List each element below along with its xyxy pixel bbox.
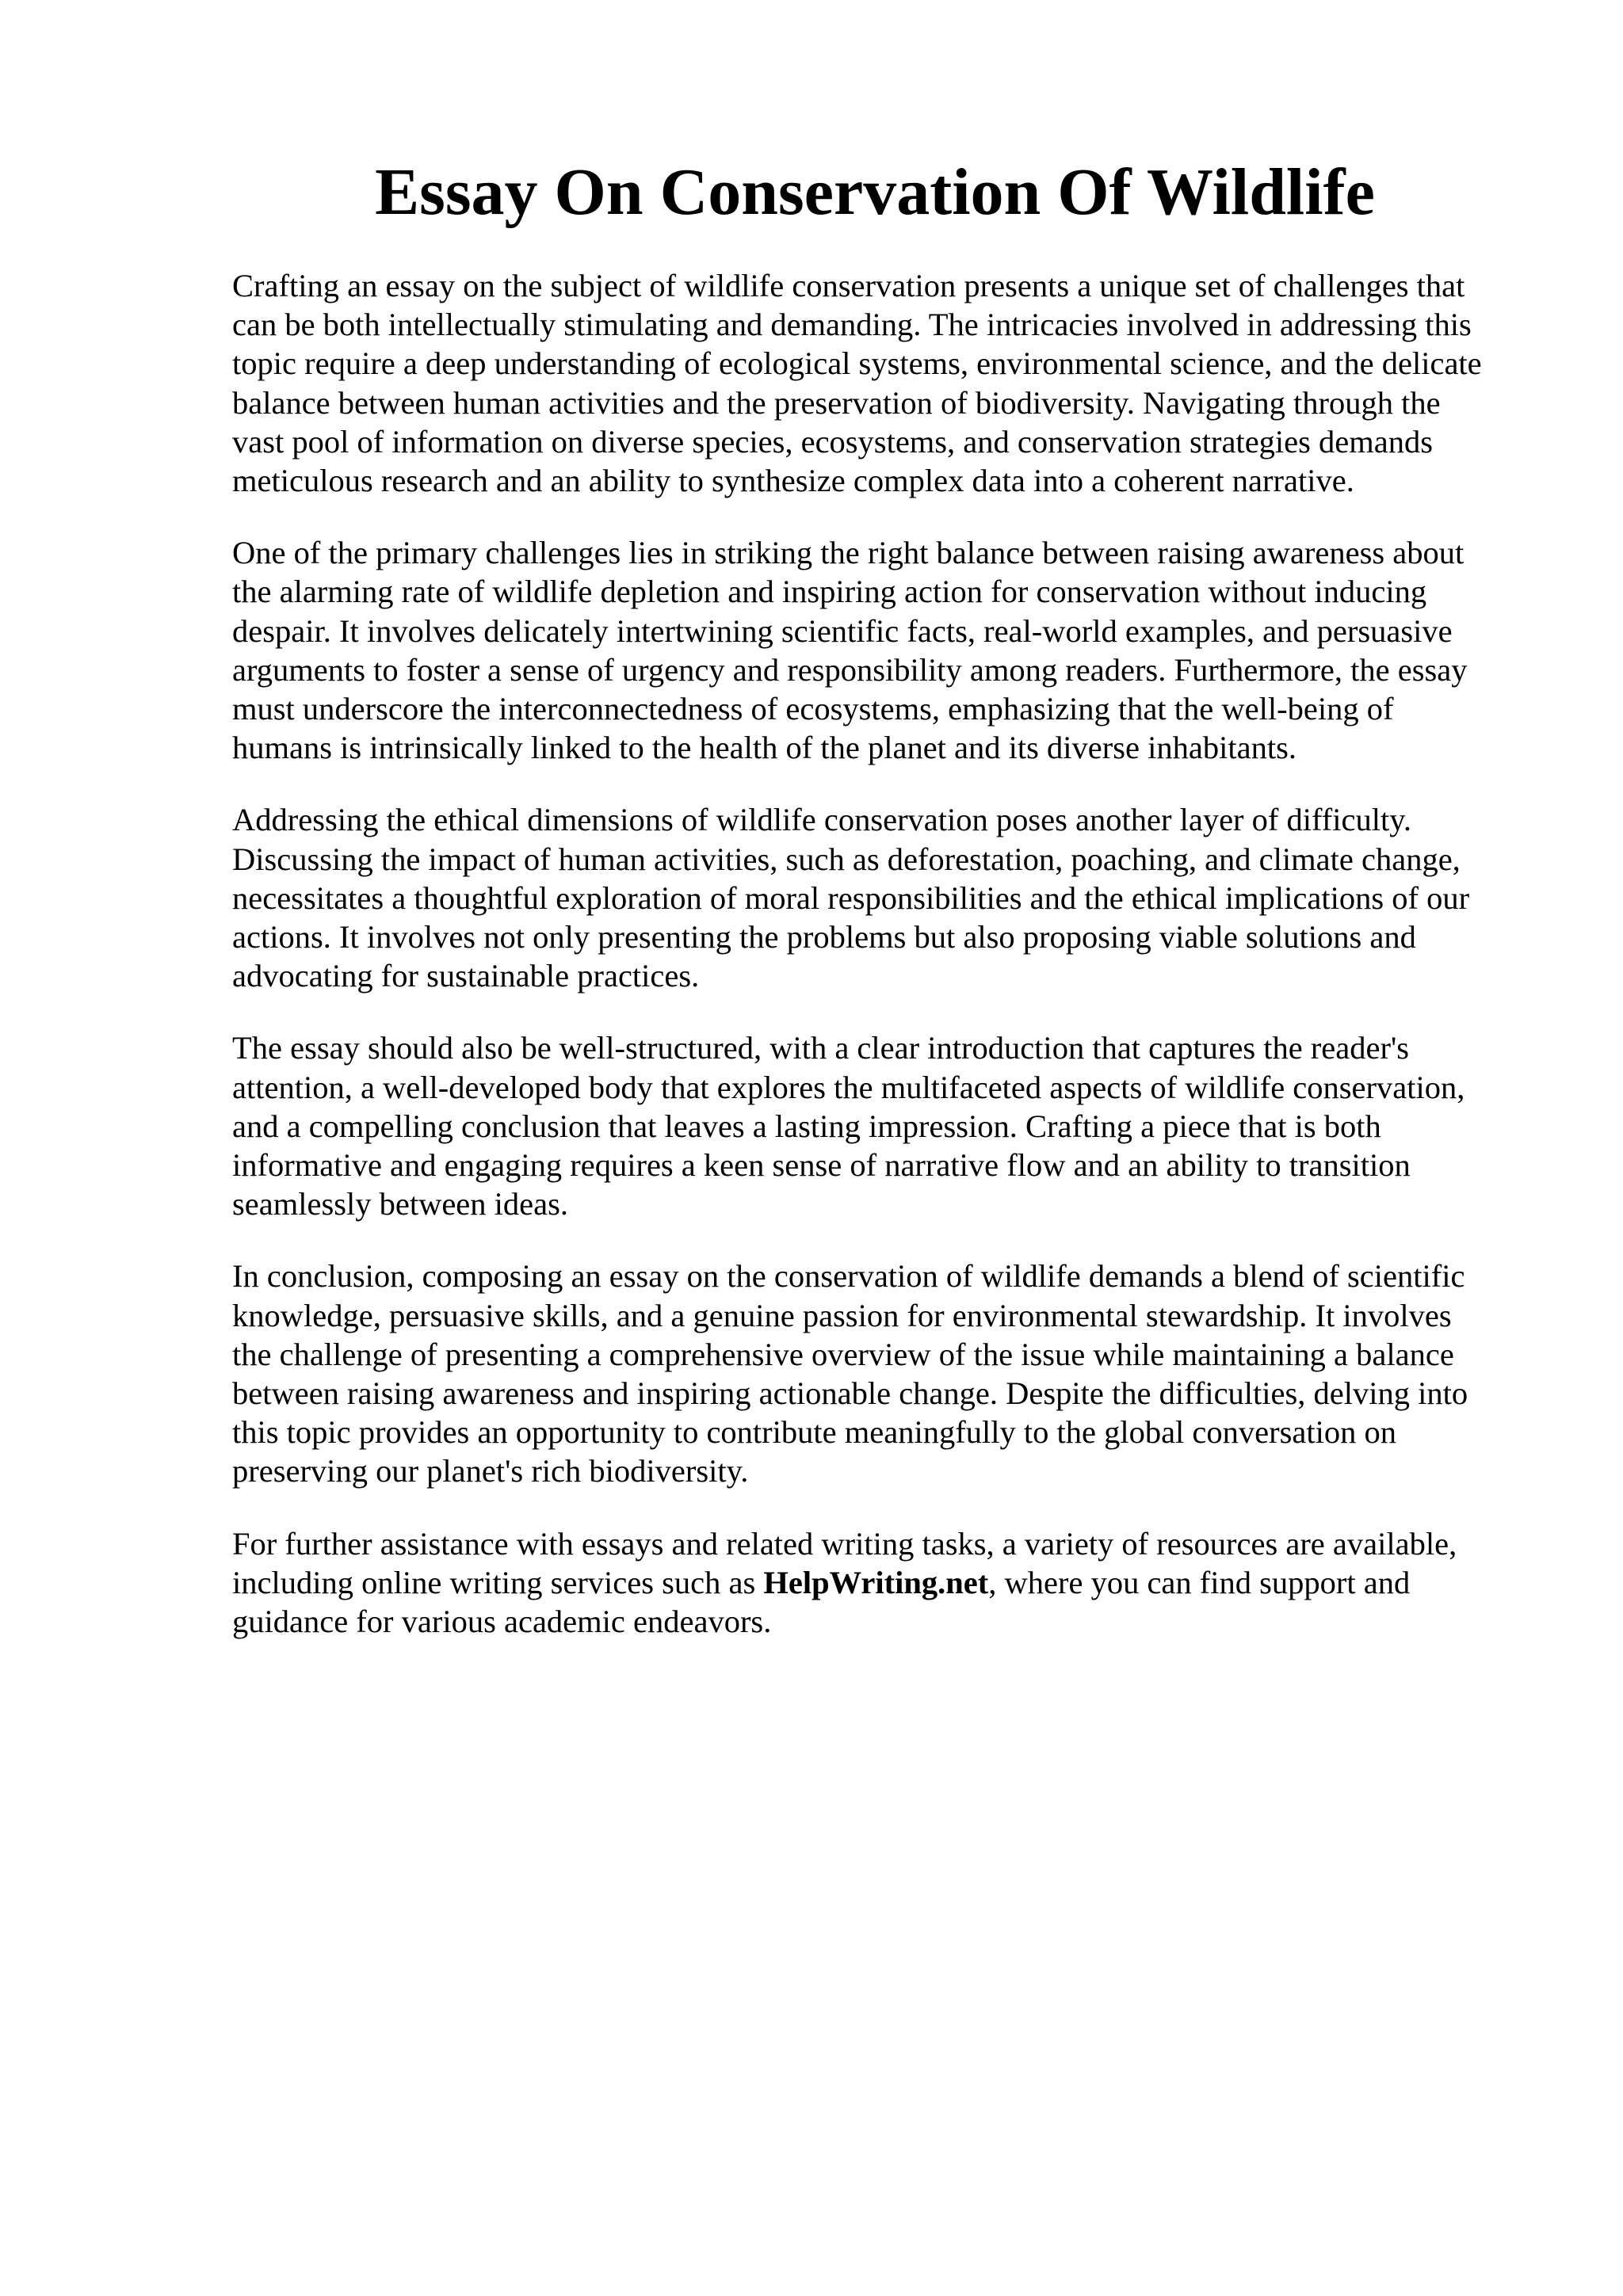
paragraph-line: For further assistance with essays and related writing tasks, a variety of resources are available, xyxy=(232,1525,1457,1562)
paragraph-line: informative and engaging requires a keen sense of narrative flow and an ability to transition xyxy=(232,1147,1411,1184)
paragraph-line: despair. It involves delicately intertwining scientific facts, real-world examples, and persuasive xyxy=(232,612,1453,649)
paragraph-line: vast pool of information on diverse species, ecosystems, and conservation strategies demands xyxy=(232,423,1433,460)
paragraph-line: and a compelling conclusion that leaves a lasting impression. Crafting a piece that is both xyxy=(232,1108,1381,1144)
paragraph-line: advocating for sustainable practices. xyxy=(232,958,700,994)
paragraph-line: One of the primary challenges lies in striking the right balance between raising awareness about xyxy=(232,535,1465,571)
paragraph-line: the challenge of presenting a comprehensive overview of the issue while maintaining a balance xyxy=(232,1336,1454,1372)
paragraph-line: preserving our planet's rich biodiversity. xyxy=(232,1453,749,1489)
paragraph-line: topic require a deep understanding of ecological systems, environmental science, and the delicate xyxy=(232,345,1482,382)
paragraph-line: Addressing the ethical dimensions of wildlife conservation poses another layer of difficulty. xyxy=(232,802,1411,838)
paragraph-line: humans is intrinsically linked to the health of the planet and its diverse inhabitants. xyxy=(232,730,1296,766)
paragraph-line: knowledge, persuasive skills, and a genuine passion for environmental stewardship. It involves xyxy=(232,1297,1452,1333)
paragraph-line: actions. It involves not only presenting the problems but also proposing viable solutions and xyxy=(232,919,1416,955)
paragraph-line: meticulous research and an ability to synthesize complex data into a coherent narrative. xyxy=(232,463,1354,499)
closing-text-before-link: including online writing services such as xyxy=(232,1564,764,1600)
paragraph-line: Discussing the impact of human activities, such as deforestation, poaching, and climate change, xyxy=(232,841,1461,877)
document-title: Essay On Conservation Of Wildlife xyxy=(375,155,1375,229)
paragraph-line: In conclusion, composing an essay on the conservation of wildlife demands a blend of scientific xyxy=(232,1258,1465,1295)
paragraph-line: attention, a well-developed body that explores the multifaceted aspects of wildlife conservation, xyxy=(232,1069,1465,1105)
paragraph-4 xyxy=(232,1028,1524,1223)
paragraph-line: the alarming rate of wildlife depletion and inspiring action for conservation without inducing xyxy=(232,574,1427,610)
paragraph-5 xyxy=(232,1257,1524,1490)
paragraph-3 xyxy=(232,800,1524,995)
paragraph-line: seamlessly between ideas. xyxy=(232,1186,568,1222)
paragraph-line: between raising awareness and inspiring actionable change. Despite the difficulties, delving into xyxy=(232,1375,1468,1412)
closing-paragraph xyxy=(232,1524,1524,1642)
paragraph-line: balance between human activities and the preservation of biodiversity. Navigating through the xyxy=(232,384,1441,421)
paragraph-line: this topic provides an opportunity to contribute meaningfully to the global conversation on xyxy=(232,1414,1396,1451)
paragraph-line xyxy=(232,1563,1524,1602)
paragraph-2 xyxy=(232,533,1524,767)
document-body xyxy=(232,266,1524,1674)
paragraph-line: Crafting an essay on the subject of wildlife conservation presents a unique set of challenges that xyxy=(232,268,1465,303)
paragraph-line: The essay should also be well-structured, with a clear introduction that captures the reader's xyxy=(232,1030,1410,1066)
paragraph-line: guidance for various academic endeavors. xyxy=(232,1604,772,1640)
paragraph-1 xyxy=(232,266,1524,500)
closing-text-after-link: , where you can find support and xyxy=(988,1564,1411,1600)
paragraph-line: can be both intellectually stimulating and demanding. The intricacies involved in addressing this xyxy=(232,307,1472,343)
helpwriting-link[interactable]: HelpWriting.net xyxy=(763,1564,989,1600)
paragraph-line: necessitates a thoughtful exploration of moral responsibilities and the ethical implications of our xyxy=(232,879,1470,916)
paragraph-line: must underscore the interconnectedness of ecosystems, emphasizing that the well-being of xyxy=(232,691,1394,727)
paragraph-line: arguments to foster a sense of urgency and responsibility among readers. Furthermore, the essay xyxy=(232,651,1468,688)
